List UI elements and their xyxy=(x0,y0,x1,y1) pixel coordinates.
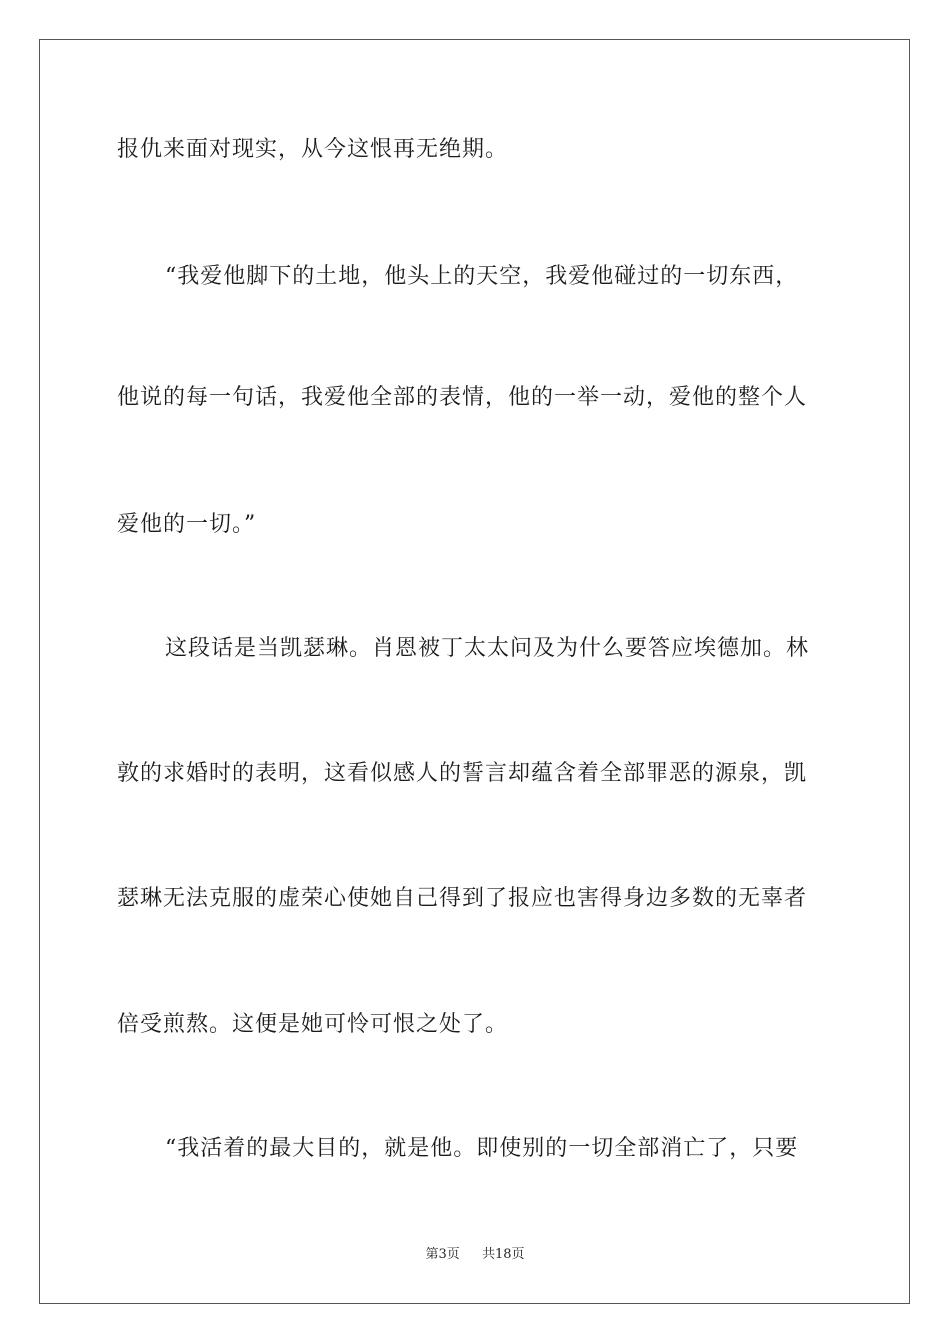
text-line-8: 倍受煎熬。这便是她可怜可恨之处了。 xyxy=(117,1012,509,1037)
page-border xyxy=(39,39,910,1304)
text-line-4: 爱他的一切。” xyxy=(117,512,257,537)
text-line-7: 瑟琳无法克服的虚荣心使她自己得到了报应也害得身边多数的无辜者 xyxy=(117,886,808,911)
page-footer xyxy=(0,1246,950,1264)
text-line-5: 这段话是当凯瑟琳。肖恩被丁太太问及为什么要答应埃德加。林 xyxy=(165,636,810,661)
page-total: 共18页 xyxy=(482,1247,525,1262)
page-number: 第3页 xyxy=(425,1247,460,1262)
text-line-3: 他说的每一句话，我爱他全部的表情，他的一举一动，爱他的整个人 xyxy=(117,385,808,410)
text-line-1: 报仇来面对现实，从今这恨再无绝期。 xyxy=(117,137,509,162)
text-line-2: “我爱他脚下的土地，他头上的天空，我爱他碰过的一切东西， xyxy=(165,264,799,289)
text-line-6: 敦的求婚时的表明，这看似感人的誓言却蕴含着全部罪恶的源泉，凯 xyxy=(117,761,808,786)
text-line-9: “我活着的最大目的，就是他。即使别的一切全部消亡了，只要 xyxy=(165,1136,799,1161)
